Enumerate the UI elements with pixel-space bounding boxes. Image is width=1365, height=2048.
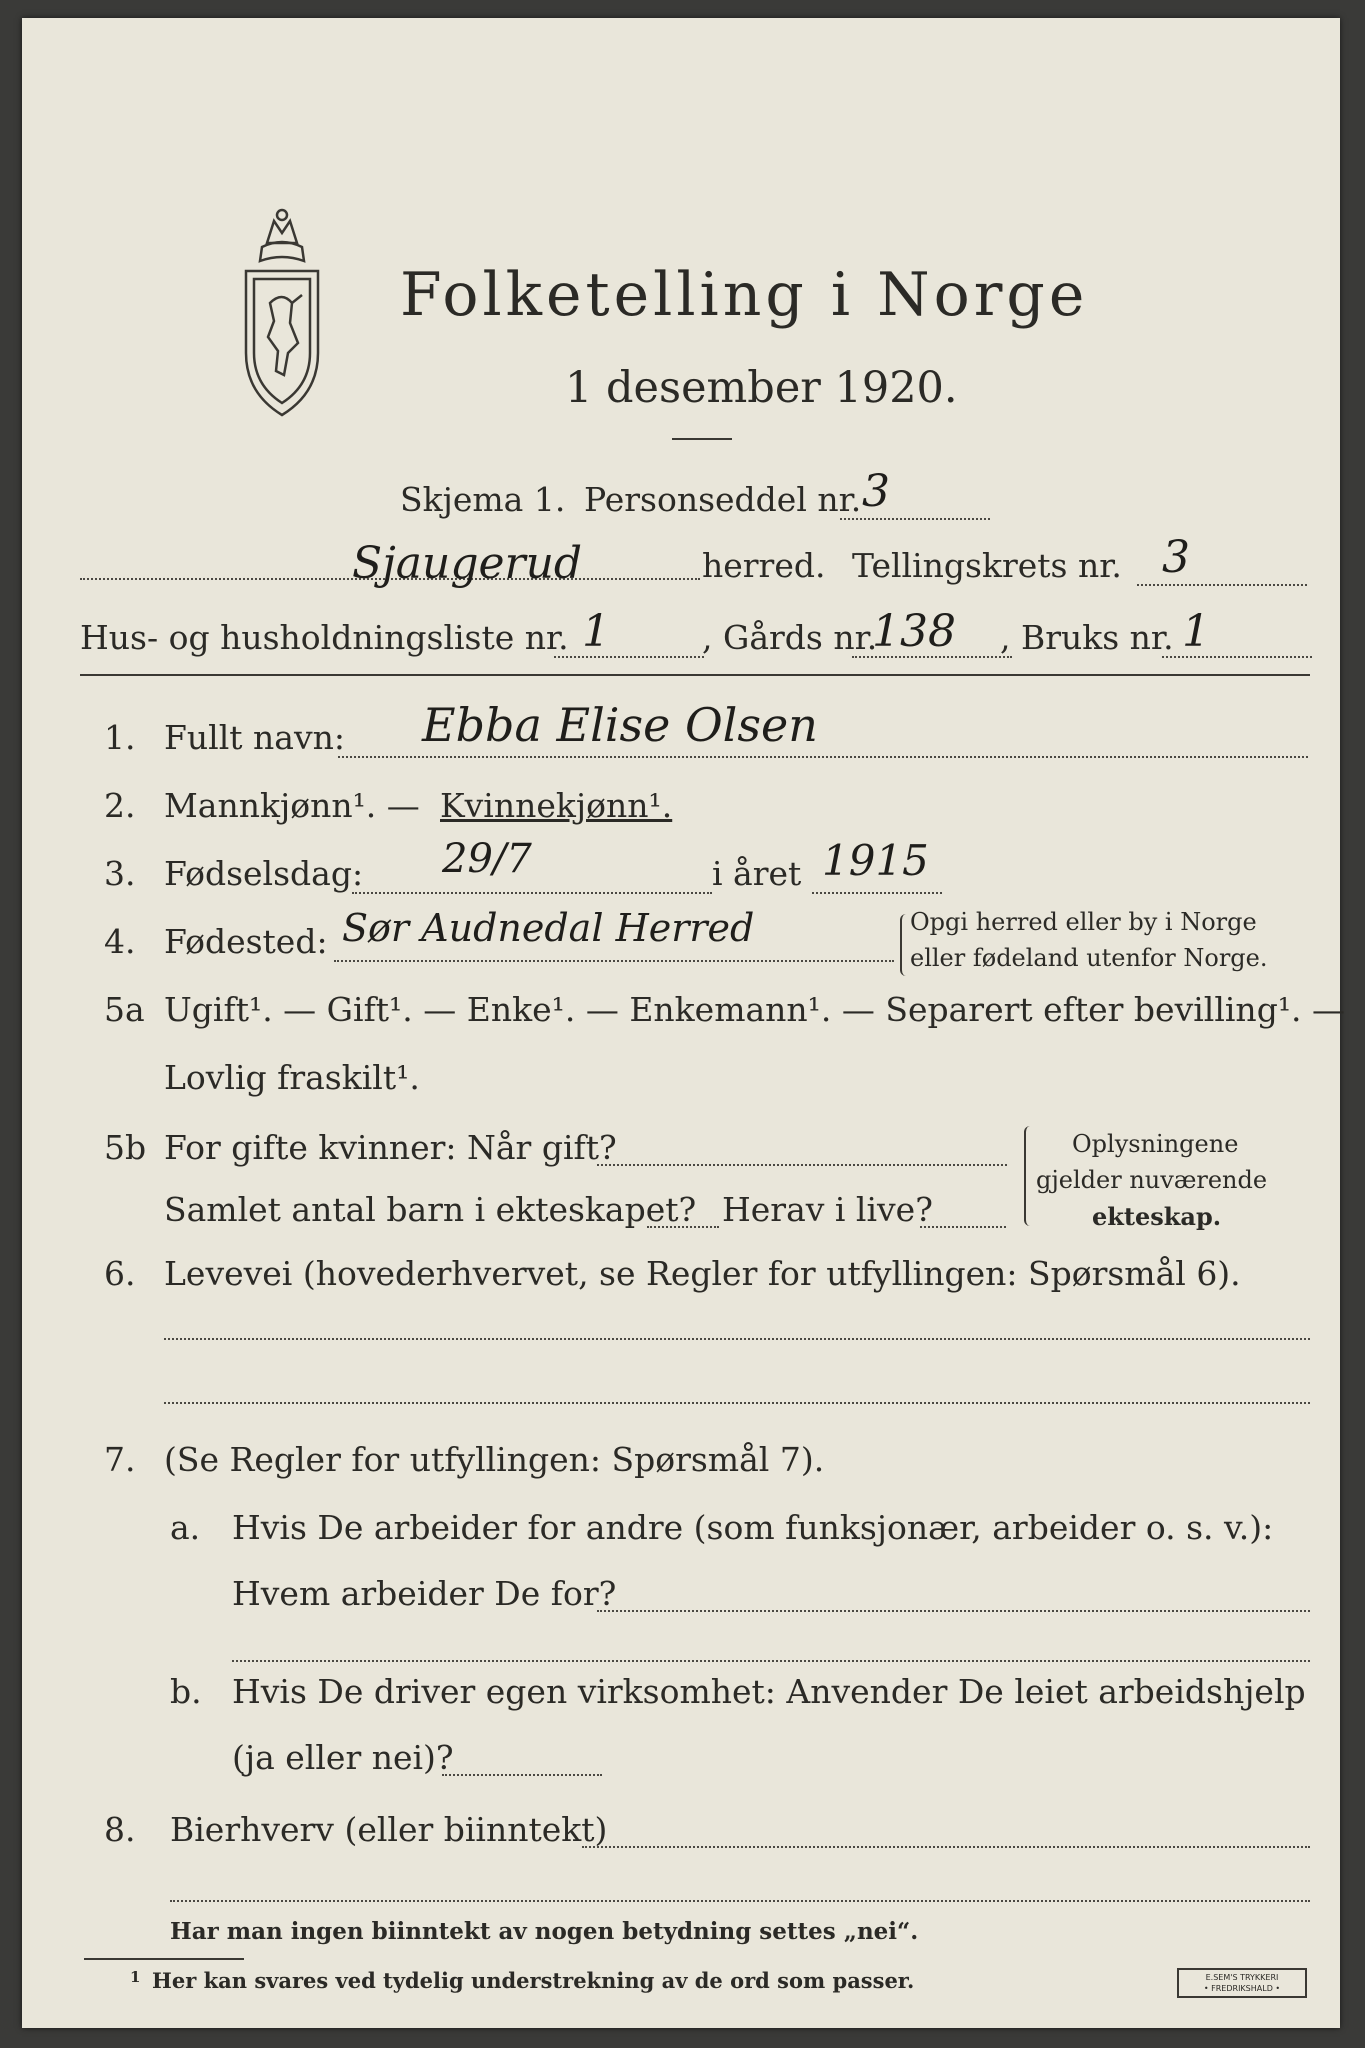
q7a-letter: a. <box>170 1508 201 1547</box>
tellingskrets-label: Tellingskrets nr. <box>852 546 1122 585</box>
q6-number: 6. <box>104 1254 136 1293</box>
q5b-note-line2: gjelder nuværende <box>1036 1166 1268 1194</box>
personseddel-label: Personseddel nr. <box>584 480 862 519</box>
q5b-children-living: Herav i live? <box>722 1190 933 1229</box>
gards-label: , Gårds nr. <box>702 618 878 657</box>
personseddel-value[interactable]: 3 <box>862 466 890 517</box>
bruks-value[interactable]: 1 <box>1182 606 1210 657</box>
footnote-divider <box>84 1958 244 1960</box>
q5b-number: 5b <box>104 1128 147 1167</box>
marital-status-options[interactable]: Ugift¹. — Gift¹. — Enke¹. — Enkemann¹. — Separert efter bevilling¹. — <box>164 990 1346 1029</box>
q3-number: 3. <box>104 854 136 893</box>
footnote-mark: 1 <box>130 1968 141 1986</box>
q3-label: Fødselsdag: <box>164 854 364 893</box>
gards-value[interactable]: 138 <box>872 606 956 657</box>
q4-note-line2: eller fødeland utenfor Norge. <box>910 944 1268 972</box>
q5b-note-line3: ekteskap. <box>1092 1202 1222 1231</box>
herred-label: herred. <box>702 546 826 585</box>
q5b-note-line1: Oplysningene <box>1072 1130 1239 1158</box>
norwegian-coat-of-arms-icon <box>232 203 332 427</box>
marital-status-divorced[interactable]: Lovlig fraskilt¹. <box>164 1058 420 1097</box>
title-underline <box>672 438 732 440</box>
printer-stamp <box>1177 1968 1307 1998</box>
q2-number: 2. <box>104 786 136 825</box>
q1-label: Fullt navn: <box>164 718 345 757</box>
hus-value[interactable]: 1 <box>582 606 610 657</box>
census-form-page <box>22 18 1346 2028</box>
q6-answer-line-2[interactable] <box>164 1402 1310 1404</box>
q5b-married-when: For gifte kvinner: Når gift? <box>164 1128 617 1167</box>
q2-female-option[interactable]: Kvinnekjønn¹. <box>440 786 673 825</box>
birth-year-value[interactable]: 1915 <box>822 836 929 885</box>
printer-stamp-line1: E.SEM'S TRYKKERI <box>1205 1973 1279 1982</box>
q6-answer-line-1[interactable] <box>164 1338 1310 1340</box>
q5b-children-total: Samlet antal barn i ekteskapet? <box>164 1190 697 1229</box>
q6-label: Levevei (hovederhvervet, se Regler for utfyllingen: Spørsmål 6). <box>164 1254 1241 1293</box>
q7a-line1: Hvis De arbeider for andre (som funksjonær, arbeider o. s. v.): <box>232 1508 1274 1547</box>
header-divider <box>80 674 1310 676</box>
full-name-value[interactable]: Ebba Elise Olsen <box>422 698 818 752</box>
q2-male-option[interactable]: Mannkjønn¹. — <box>164 786 420 825</box>
census-date: 1 desember 1920. <box>565 363 958 413</box>
footnote-text: Her kan svares ved tydelig understrekning av de ord som passer. <box>152 1968 915 1993</box>
q7a-answer-line[interactable] <box>597 1610 1310 1612</box>
q4-label: Fødested: <box>164 922 328 961</box>
printer-stamp-line2: • FREDRIKSHALD • <box>1203 1984 1281 1993</box>
q7-number: 7. <box>104 1440 136 1479</box>
birthplace-value[interactable]: Sør Audnedal Herred <box>342 906 755 950</box>
footer-note: Har man ingen biinntekt av nogen betydning settes „nei“. <box>170 1918 919 1945</box>
q8-answer-line-2[interactable] <box>170 1900 1310 1902</box>
skjema-label: Skjema 1. <box>400 480 566 519</box>
q7b-line2: (ja eller nei)? <box>232 1738 454 1777</box>
bruks-label: , Bruks nr. <box>1000 618 1174 657</box>
q3-year-label: i året <box>712 854 802 893</box>
q7a-line2: Hvem arbeider De for? <box>232 1574 617 1613</box>
q5a-number: 5a <box>104 990 145 1029</box>
q7-label: (Se Regler for utfyllingen: Spørsmål 7). <box>164 1440 825 1479</box>
q8-number: 8. <box>104 1810 136 1849</box>
q4-note-line1: Opgi herred eller by i Norge <box>910 908 1257 936</box>
q7a-answer-line-2[interactable] <box>232 1660 1310 1662</box>
q4-number: 4. <box>104 922 136 961</box>
q8-label: Bierhverv (eller biinntekt) <box>170 1810 608 1849</box>
q7b-answer-line[interactable] <box>442 1774 602 1776</box>
q1-number: 1. <box>104 718 136 757</box>
birthdate-value[interactable]: 29/7 <box>442 836 532 882</box>
q7b-line1: Hvis De driver egen virksomhet: Anvender De leiet arbeidshjelp <box>232 1672 1306 1711</box>
q8-answer-line[interactable] <box>582 1846 1310 1848</box>
q7b-letter: b. <box>170 1672 202 1711</box>
tellingskrets-value[interactable]: 3 <box>1162 532 1190 583</box>
hus-label: Hus- og husholdningsliste nr. <box>80 618 569 657</box>
form-title: Folketelling i Norge <box>400 260 1089 330</box>
herred-value[interactable]: Sjaugerud <box>352 538 583 589</box>
